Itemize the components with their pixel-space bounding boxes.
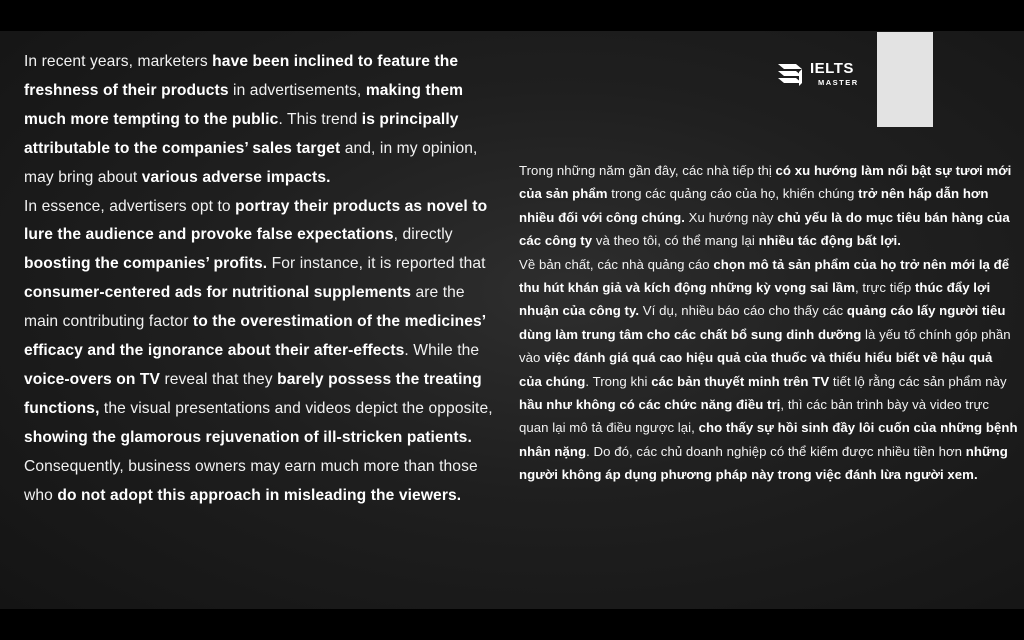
highlighted-phrase: nhiều tác động bất lợi. [758,233,901,249]
highlighted-phrase: những người không áp dụng phương pháp này trong việc đánh lừa người xem. [519,443,1008,483]
highlighted-phrase: is principally attributable to the companies’ sales target [24,110,459,157]
text-run: . While the [404,342,480,360]
highlighted-phrase: quảng cáo lấy người tiêu dùng làm trung tâm cho các chất bổ sung dinh dưỡng [519,303,1006,342]
text-run: the visual presentations and videos depict the opposite, [99,399,493,417]
ielts-master-logo [776,57,859,91]
highlighted-phrase: consumer-centered ads for nutritional supplements [24,284,412,302]
highlighted-phrase: các bản thuyết minh trên TV [651,373,830,389]
highlighted-phrase: có xu hướng làm nổi bật sự tươi mới của sản phẩm [519,163,1012,202]
paragraph [519,253,1019,487]
text-run: tiết lộ rằng các sản phẩm này [829,373,1007,389]
text-run: Trong những năm gần đây, các nhà tiếp thị [519,163,776,178]
text-run: . Do đó, các chủ doanh nghiệp có thể kiếm được nhiều tiền hơn [586,443,966,459]
bottom-letterbox [0,609,1024,640]
highlighted-phrase: trở nên hấp dẫn hơn nhiều đối với công chúng. [519,186,989,225]
text-run: In essence, advertisers opt to [24,197,236,215]
logo-mark-icon [776,60,806,88]
highlighted-phrase: thúc đẩy lợi nhuận của công ty. [519,280,991,319]
highlighted-phrase: have been inclined to feature the freshness of their products [24,53,459,99]
paragraph [519,159,1019,253]
text-run: For instance, it is reported that [267,255,486,273]
text-run: In recent years, marketers [24,53,213,70]
english-essay [24,48,496,511]
text-run: Ví dụ, nhiều báo cáo cho thấy các [639,303,847,319]
highlighted-phrase: cho thấy sự hồi sinh đầy lôi cuốn của những bệnh nhân nặng [519,420,1018,459]
text-run: . This trend [278,110,362,128]
logo-title: IELTS [810,60,854,78]
logo-placeholder-box [877,32,933,127]
highlighted-phrase: voice-overs on TV [24,370,161,388]
text-run: Về bản chất, các nhà quảng cáo [519,256,714,272]
text-run: reveal that they [160,370,278,388]
text-run: , thì các bản trình bày và video trực quan lại mô tả điều ngược lại, [519,397,989,436]
highlighted-phrase: boosting the companies’ profits. [24,255,268,273]
text-run: in advertisements, [228,81,366,99]
highlighted-phrase: chủ yếu là do mục tiêu bán hàng của các công ty [519,209,1010,249]
text-run: . Trong khi [585,373,652,389]
logo-subtitle: MASTER [818,78,859,88]
highlighted-phrase: portray their products as novel to lure the audience and provoke false expectations [24,197,488,244]
highlighted-phrase: showing the glamorous rejuvenation of ill-stricken patients. [24,428,472,446]
text-run: trong các quảng cáo của họ, khiến chúng [607,186,859,202]
highlighted-phrase: various adverse impacts. [141,168,331,186]
highlighted-phrase: hầu như không có các chức năng điều trị [519,397,781,413]
slide-canvas [0,31,1024,609]
highlighted-phrase: chọn mô tả sản phẩm của họ trở nên mới lạ để thu hút khán giả và kích động những kỳ vọng sai lầm [519,256,1010,296]
text-run: Xu hướng này [684,209,778,225]
highlighted-phrase: việc đánh giá quá cao hiệu quả của thuốc và thiếu hiểu biết về hậu quả của chúng [519,350,993,389]
paragraph [24,48,496,193]
text-run: and, in my opinion, may bring about [24,139,478,186]
text-run: và theo tôi, có thể mang lại [592,233,759,249]
highlighted-phrase: to the overestimation of the medicines’ efficacy and the ignorance about their after-effects [24,313,486,360]
vietnamese-translation [519,159,1019,487]
highlighted-phrase: barely possess the treating functions, [24,370,482,417]
text-run: , directly [393,226,453,244]
text-run: Consequently, business owners may earn much more than those who [24,457,478,504]
paragraph [24,193,496,511]
highlighted-phrase: do not adopt this approach in misleading the viewers. [57,486,462,504]
text-run: , trực tiếp [854,280,915,296]
text-run: are the main contributing factor [24,284,465,331]
highlighted-phrase: making them much more tempting to the public [24,81,464,128]
text-run: là yếu tố chính góp phần vào [519,326,1011,366]
